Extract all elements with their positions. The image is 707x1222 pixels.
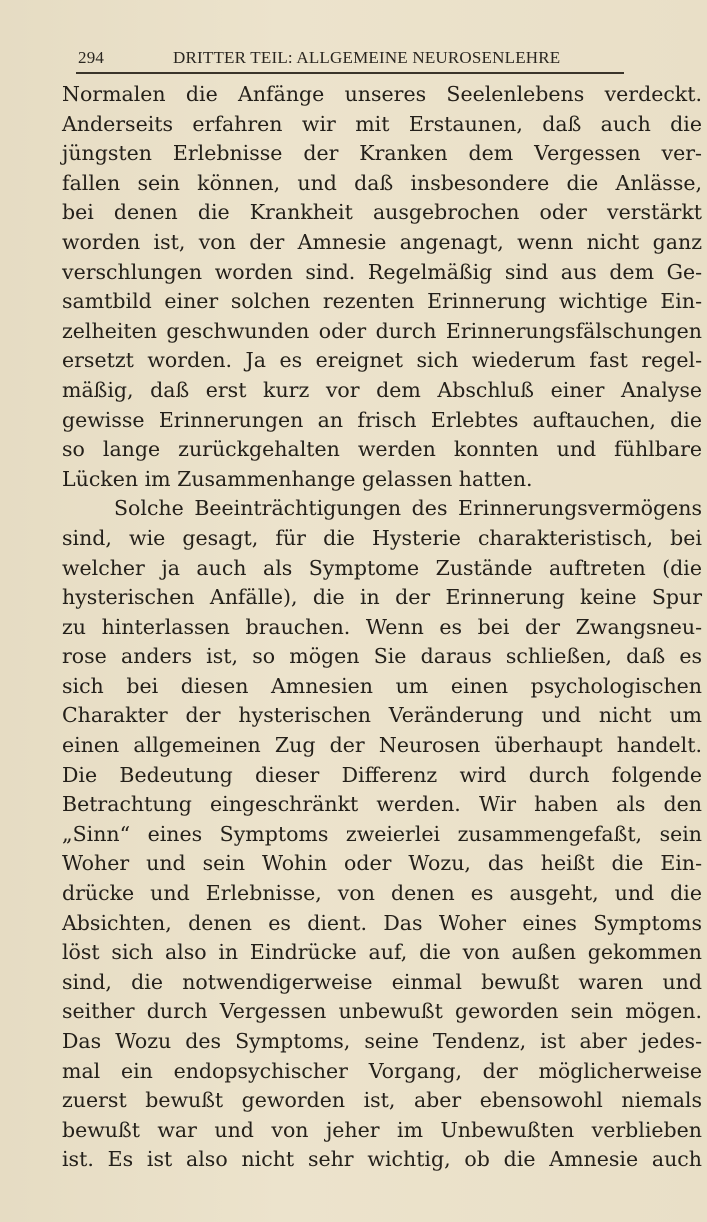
text-line: „Sinn“ eines Symptoms zweierlei zusammengefaßt, sein [62,821,702,846]
text-line: Woher und sein Wohin oder Wozu, das heißt die Ein- [62,851,702,876]
text-line: rose anders ist, so mögen Sie daraus schließen, daß es [62,644,702,669]
text-line: mal ein endopsychischer Vorgang, der möglicherweise [62,1058,702,1083]
text-line: mäßig, daß erst kurz vor dem Abschluß einer Analyse [62,377,702,402]
text-line: sind, wie gesagt, für die Hysterie charakteristisch, bei [62,525,702,550]
text-line: hysterischen Anfälle), die in der Erinnerung keine Spur [62,585,702,610]
paragraph-start-line: Solche Beeinträchtigungen des Erinnerungsvermögens [114,496,702,521]
text-line: jüngsten Erlebnisse der Kranken dem Vergessen ver- [62,141,702,166]
paragraph-end-line: Lücken im Zusammenhange gelassen hatten. [62,466,533,491]
text-line: seither durch Vergessen unbewußt geworden sein mögen. [62,999,702,1024]
body-text [62,80,702,1175]
text-line: Das Wozu des Symptoms, seine Tendenz, ist aber jedes- [62,1029,702,1053]
text-line: bewußt war und von jeher im Unbewußten verblieben [62,1117,702,1142]
text-line: einen allgemeinen Zug der Neurosen überhaupt handelt. [62,733,702,758]
text-line: ersetzt worden. Ja es ereignet sich wiederum fast regel- [62,348,702,373]
text-line: fallen sein können, und daß insbesondere die Anlässe, [62,170,702,195]
text-line: ist. Es ist also nicht sehr wichtig, ob die Amnesie auch [62,1147,702,1172]
text-line: Charakter der hysterischen Veränderung und nicht um [62,703,702,728]
text-line: zelheiten geschwunden oder durch Erinnerungsfälschungen [62,318,702,343]
text-line: Normalen die Anfänge unseres Seelenlebens verdeckt. [62,82,702,106]
page-number: 294 [78,48,105,67]
text-line: so lange zurückgehalten werden konnten und fühlbare [62,437,702,462]
text-line: drücke und Erlebnisse, von denen es ausgeht, und die [62,881,702,906]
chapter-title: DRITTER TEIL: ALLGEMEINE NEUROSENLEHRE [173,48,561,67]
text-line: bei denen die Krankheit ausgebrochen oder verstärkt [62,200,702,225]
text-line: Anderseits erfahren wir mit Erstaunen, daß auch die [62,111,702,136]
text-line: worden ist, von der Amnesie angenagt, wenn nicht ganz [62,229,702,254]
text-line: verschlungen worden sind. Regelmäßig sind aus dem Ge- [62,259,702,284]
text-line: Betrachtung eingeschränkt werden. Wir haben als den [62,792,702,817]
text-line: zu hinterlassen brauchen. Wenn es bei der Zwangsneu- [62,614,702,639]
text-line: Die Bedeutung dieser Differenz wird durch folgende [62,762,702,787]
text-line: sich bei diesen Amnesien um einen psychologischen [62,673,702,698]
text-line: zuerst bewußt geworden ist, aber ebensowohl niemals [62,1088,702,1113]
text-line: Absichten, denen es dient. Das Woher eines Symptoms [62,910,702,935]
text-line: samtbild einer solchen rezenten Erinnerung wichtige Ein- [62,289,702,314]
text-line: löst sich also in Eindrücke auf, die von außen gekommen [62,940,702,965]
text-line: welcher ja auch als Symptome Zustände auftreten (die [62,555,702,580]
text-line: sind, die notwendigerweise einmal bewußt waren und [62,969,702,994]
text-line: gewisse Erinnerungen an frisch Erlebtes auftauchen, die [62,407,702,432]
header-rule [76,72,624,74]
